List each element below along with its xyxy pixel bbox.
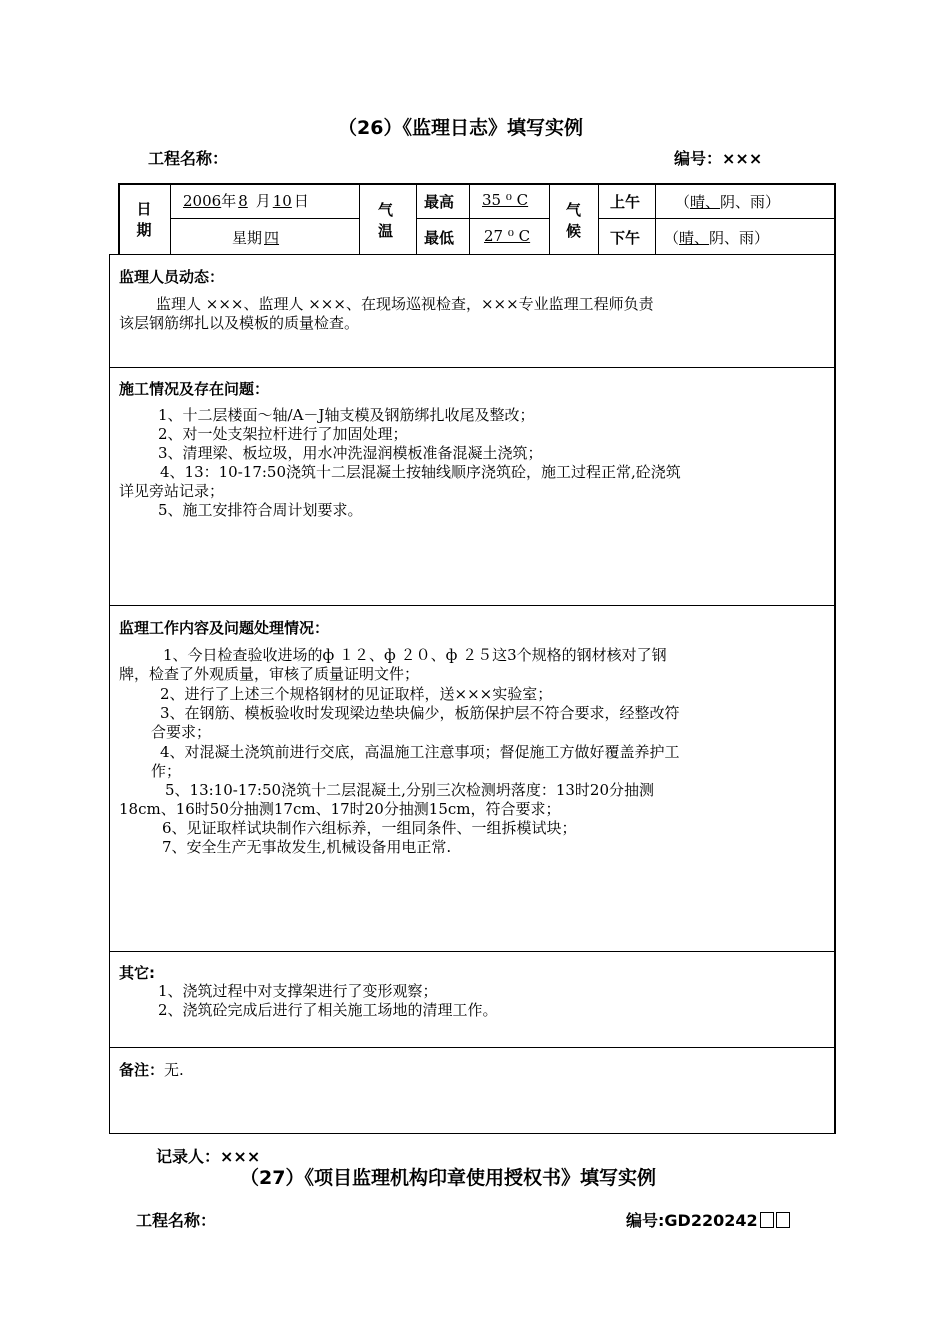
blank-box [776,1212,790,1228]
staff-line-2: 该层钢筋绑扎以及模板的质量检查。 [119,314,360,332]
date-month: 8 [238,192,248,210]
doc26-title: （26）《监理日志》填写实例 [338,117,583,139]
am-label: 上午 [610,193,641,211]
staff-section-title: 监理人员动态： [119,268,225,286]
pm-label: 下午 [610,229,641,247]
recorder: 记录人：××× [156,1147,261,1166]
pm-value: （晴、阴、雨） [664,229,770,247]
low-value: 27 ⁰ C [484,227,531,245]
remark-label: 备注： [119,1061,165,1079]
remark-value: 无. [164,1061,184,1079]
temp-label: 气温 [378,201,394,240]
supervision-line-2: 牌，检查了外观质量，审核了质量证明文件； [119,665,420,683]
other-line-2: 2、浇筑砼完成后进行了相关施工场地的清理工作。 [158,1001,498,1019]
construction-section-title: 施工情况及存在问题： [119,380,270,398]
doc27-project-label: 工程名称： [136,1211,217,1230]
weather-label: 气候 [566,201,582,240]
date-label: 日期 [136,200,152,239]
am-value: （晴、阴、雨） [675,193,781,211]
doc26-number-label: 编号：××× [674,149,763,168]
doc26-project-label: 工程名称： [148,149,229,168]
supervision-section-title: 监理工作内容及问题处理情况： [119,619,330,637]
construction-line-1: 1、十二层楼面～轴/A－J轴支模及钢筋绑扎收尾及整改； [158,406,535,424]
construction-line-2: 2、对一处支架拉杆进行了加固处理； [158,425,408,443]
supervision-line-7: 作； [151,762,182,780]
other-section-title: 其它: [119,964,155,982]
construction-line-3: 3、清理梁、板垃圾，用水冲洗湿润模板准备混凝土浇筑； [158,444,543,462]
construction-line-6: 5、施工安排符合周计划要求。 [158,501,363,519]
supervision-line-9: 18cm、16时50分抽测17cm、17时20分抽测15cm，符合要求； [119,800,561,818]
weekday: 星期 四 [232,227,289,248]
supervision-line-11: 7、安全生产无事故发生,机械设备用电正常. [162,838,452,856]
construction-line-4: 4、13：10-17:50浇筑十二层混凝土按轴线顺序浇筑砼，施工过程正常,砼浇筑 [160,463,681,481]
supervision-line-6: 4、对混凝土浇筑前进行交底，高温施工注意事项；督促施工方做好覆盖养护工 [160,743,680,761]
blank-box [760,1212,774,1228]
date-day: 10 [272,192,292,210]
supervision-line-5: 合要求； [151,723,212,741]
supervision-line-10: 6、见证取样试块制作六组标养，一组同条件、一组拆模试块； [162,819,577,837]
supervision-line-8: 5、13:10-17:50浇筑十二层混凝土,分别三次检测坍落度：13时20分抽测 [165,781,655,799]
supervision-line-4: 3、在钢筋、模板验收时发现梁边垫块偏少，板筋保护层不符合要求，经整改符 [160,704,680,722]
staff-line-1: 监理人 ×××、监理人 ×××、在现场巡视检查，×××专业监理工程师负责 [156,295,654,313]
remark [119,1059,184,1080]
date-value: 2006年 8 月 10 日 [183,192,309,210]
doc27-number-label: 编号:GD220242 [626,1211,758,1230]
doc27-title: （27）《项目监理机构印章使用授权书》填写实例 [240,1167,656,1189]
high-label: 最高 [424,193,455,211]
doc27-number [626,1208,790,1231]
construction-line-5: 详见旁站记录； [119,482,225,500]
weekday-value: 四 [264,229,280,247]
supervision-line-1: 1、今日检查验收进场的ф １２、ф ２０、ф ２５这3个规格的钢材核对了钢 [163,646,667,664]
low-label: 最低 [424,229,455,247]
high-value: 35 ⁰ C [482,191,529,209]
other-line-1: 1、浇筑过程中对支撑架进行了变形观察； [158,982,438,1000]
date-year: 2006 [183,192,222,210]
supervision-line-3: 2、进行了上述三个规格钢材的见证取样，送×××实验室； [160,685,553,703]
